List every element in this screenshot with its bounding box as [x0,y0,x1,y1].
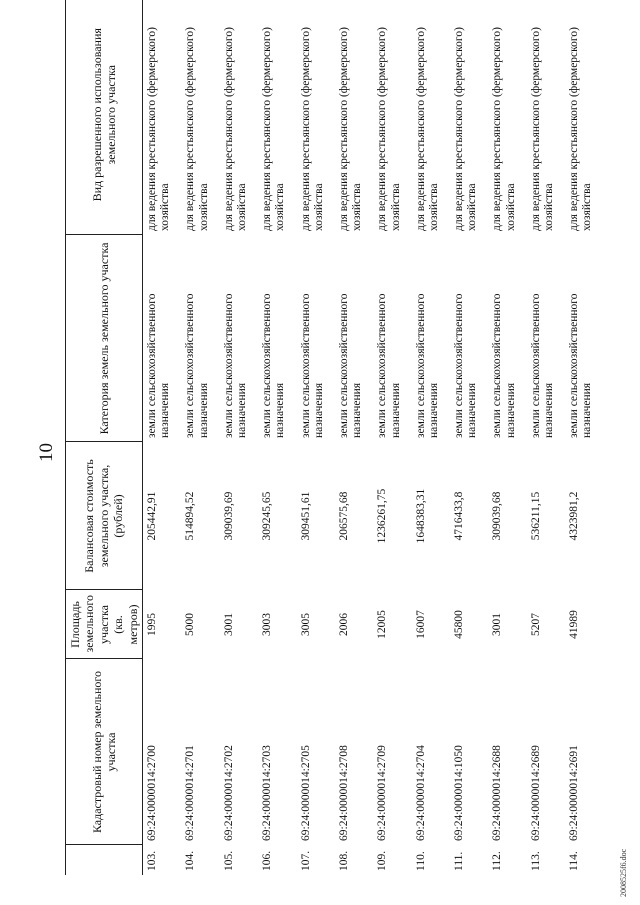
row-number: 114. [568,851,581,871]
cadastral-number: 69:24:0000014:2689 [529,745,542,841]
footer-code: 2008525f6.doc [619,848,628,897]
row-number: 112. [491,851,504,871]
balance-value: 4716433,8 [453,491,466,541]
row-number: 113. [529,851,542,871]
land-category: земли сельскохозяйственного назначения [337,293,364,438]
row-number: 107. [299,850,312,871]
header-value: Балансовая стоимость земельного участка, (рублей) [66,442,143,590]
table-row [335,0,373,875]
permitted-use: для ведения крестьянского (фермерского) хозяйства [222,27,248,231]
land-category: земли сельскохозяйственного назначения [529,293,556,438]
plot-area: 3005 [299,613,312,636]
table-body [142,0,603,875]
header-use: Вид разрешенного использования земельного участка [66,0,143,235]
plot-area: 16007 [414,610,427,639]
land-category: земли сельскохозяйственного назначения [299,293,325,438]
row-number: 111. [453,851,466,871]
table-row [258,0,296,875]
table-row [142,0,181,875]
land-category: земли сельскохозяйственного назначения [184,293,210,438]
permitted-use: для ведения крестьянского (фермерского) хозяйства [184,27,210,231]
cadastral-number: 69:24:0000014:2705 [299,745,312,841]
row-number: 104. [184,850,197,871]
balance-value: 206575,68 [337,491,350,541]
plot-area: 3001 [222,613,235,636]
plot-area: 45800 [453,610,466,639]
permitted-use: для ведения крестьянского (фермерского) хозяйства [145,27,172,231]
header-area: Площадь земельного участка (кв. метров) [66,590,143,659]
plot-area: 5000 [184,613,197,636]
cadastral-number: 69:24:0000014:2708 [337,745,350,841]
cadastral-number: 69:24:0000014:1050 [453,745,466,841]
land-plots-table [65,0,604,875]
land-category: земли сельскохозяйственного назначения [568,293,594,438]
table-row [412,0,450,875]
row-number: 105. [222,850,235,871]
plot-area: 41989 [568,610,581,639]
balance-value: 309245,65 [261,491,274,541]
permitted-use: для ведения крестьянского (фермерского) хозяйства [529,27,556,231]
balance-value: 536211,15 [529,491,542,541]
table-row [565,0,603,875]
header-number [66,845,143,875]
land-category: земли сельскохозяйственного назначения [453,293,479,438]
table-row [488,0,526,875]
cadastral-number: 69:24:0000014:2701 [184,745,197,841]
land-category: земли сельскохозяйственного назначения [491,293,517,438]
plot-area: 12005 [376,610,389,639]
page-number: 10 [36,443,57,462]
cadastral-number: 69:24:0000014:2702 [222,745,235,841]
row-number: 109. [376,850,389,871]
plot-area: 1995 [145,613,158,636]
cadastral-number: 69:24:0000014:2691 [568,745,581,841]
permitted-use: для ведения крестьянского (фермерского) хозяйства [337,27,364,231]
table-row [297,0,335,875]
plot-area: 3003 [261,613,274,636]
land-category: земли сельскохозяйственного назначения [376,293,402,438]
balance-value: 309039,69 [222,491,235,541]
permitted-use: для ведения крестьянского (фермерского) хозяйства [299,27,325,231]
row-number: 103. [145,850,158,871]
cadastral-number: 69:24:0000014:2703 [261,745,274,841]
balance-value: 4323981,2 [568,491,581,541]
table-row [450,0,488,875]
balance-value: 205442,91 [145,491,158,541]
table-row [181,0,219,875]
permitted-use: для ведения крестьянского (фермерского) хозяйства [568,27,594,231]
permitted-use: для ведения крестьянского (фермерского) хозяйства [376,27,402,231]
balance-value: 514894,52 [184,491,197,541]
row-number: 106. [261,850,274,871]
land-category: земли сельскохозяйственного назначения [261,293,287,438]
permitted-use: для ведения крестьянского (фермерского) хозяйства [414,27,440,231]
table-header-row [66,0,143,875]
plot-area: 2006 [337,613,350,636]
plot-area: 5207 [529,613,542,636]
permitted-use: для ведения крестьянского (фермерского) хозяйства [261,27,287,231]
permitted-use: для ведения крестьянского (фермерского) хозяйства [491,27,517,231]
header-category: Категория земель земельного участка [66,235,143,442]
cadastral-number: 69:24:0000014:2709 [376,745,389,841]
balance-value: 1236261,75 [376,488,389,544]
balance-value: 309039,68 [491,491,504,541]
cadastral-number: 69:24:0000014:2704 [414,745,427,841]
table-row [373,0,411,875]
balance-value: 309451,61 [299,491,312,541]
balance-value: 1648383,31 [414,488,427,544]
land-category: земли сельскохозяйственного назначения [222,293,248,438]
land-category: земли сельскохозяйственного назначения [414,293,440,438]
cadastral-number: 69:24:0000014:2700 [145,745,158,841]
table-row [527,0,565,875]
permitted-use: для ведения крестьянского (фермерского) хозяйства [453,27,479,231]
plot-area: 3001 [491,613,504,636]
land-category: земли сельскохозяйственного назначения [145,293,172,438]
row-number: 108. [337,850,350,871]
table-row [220,0,258,875]
header-cadastral: Кадастровый номер земельного участка [66,659,143,845]
cadastral-number: 69:24:0000014:2688 [491,745,504,841]
row-number: 110. [414,851,427,871]
